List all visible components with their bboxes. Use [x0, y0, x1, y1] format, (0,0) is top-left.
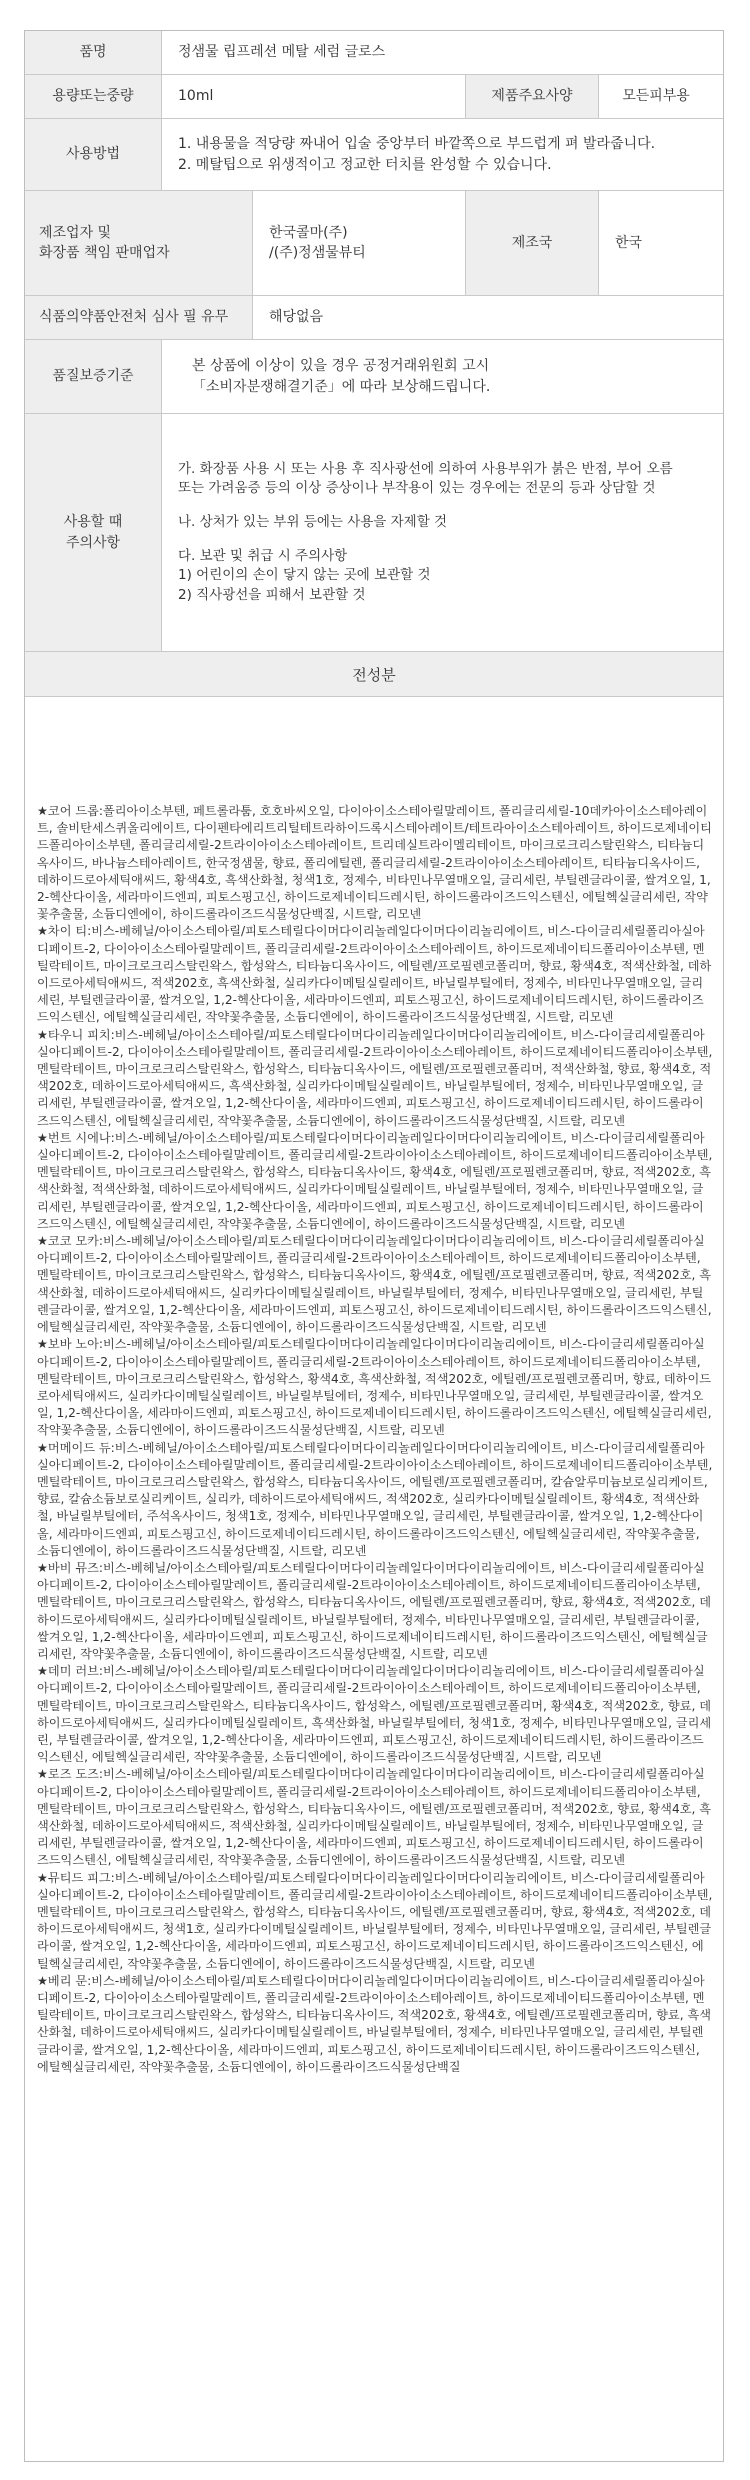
label-mfds-review: 식품의약품안전처 심사 필 유무	[25, 296, 253, 339]
caution-item-b: 나. 상처가 있는 부위 등에는 사용을 자제할 것	[178, 513, 448, 530]
row-quality-guarantee	[25, 340, 723, 414]
label-product-name: 품명	[25, 31, 162, 74]
row-caution	[25, 414, 723, 652]
value-capacity: 10ml	[178, 88, 214, 105]
value-quality-guarantee: 본 상품에 이상이 있을 경우 공정거래위원회 고시 「소비자분쟁해결기준」에 따라 보상해드립니다.	[192, 358, 491, 395]
caution-item-a: 가. 화장품 사용 시 또는 사용 후 직사광선에 의하여 사용부위가 붉은 반점, 부어 오름 또는 가려움증 등의 이상 증상이나 부작용이 있는 경우에는 전문의 등과 상담할 것	[178, 460, 673, 497]
value-caution	[162, 414, 723, 651]
row-manufacturer	[25, 191, 723, 296]
label-manufacturer: 제조업자 및 화장품 책임 판매업자	[25, 191, 253, 295]
ingredients-header: 전성분	[25, 652, 723, 697]
value-main-spec: 모든피부용	[622, 88, 690, 105]
row-product-name	[25, 31, 723, 75]
value-manufacturer: 한국콜마(주) /(주)정샘물뷰티	[269, 224, 366, 261]
label-usage: 사용방법	[25, 119, 162, 190]
row-mfds-review	[25, 296, 723, 340]
value-usage: 1. 내용물을 적당량 짜내어 입술 중앙부터 바깥쪽으로 부드럽게 펴 발라줍니다. 2. 메탈팁으로 위생적이고 정교한 터치를 완성할 수 있습니다.	[178, 136, 656, 173]
value-mfds-review: 해당없음	[269, 309, 324, 326]
value-product-name: 정샘물 립프레션 메탈 세럼 글로스	[178, 44, 386, 61]
label-capacity: 용량또는중량	[25, 75, 162, 118]
caution-item-c: 다. 보관 및 취급 시 주의사항 1) 어린이의 손이 닿지 않는 곳에 보관할 것 2) 직사광선을 피해서 보관할 것	[178, 547, 431, 603]
ingredients-list: ★코어 드롭:폴리아이소부텐, 페트롤라툼, 호호바씨오일, 다이아이소스테아릴말레이트, 폴리글리세릴-10데카아이소스테아레이트, 솔비탄세스퀴올리에이트, 다이펜타에리트리틸테트라하이드록시스테아레이트/테트라아이소스테아레이트, 하이드로제네이티드폴리아이소부텐, 폴리글리세릴-2트라이아이소스테아레이트, 트리데실트라이멜리테이트, 마이크로크리스탈린왁스, 티타늄디옥사이드, 바나늄스테아레이트, 한국정샘물, 향료, 폴리에틸렌, 폴리글리세릴-2트라이아이소스테아레이트, 티타늄디옥사이드, 데하이드로아세틱애씨드, 황색4호, 흑색산화철, 청색1호, 정제수, 비타민나무열매오일, 글리세린, 부틸렌글라이콜, 쌀겨오일, 1,2-헥산다이올, 세라마이드엔피, 피토스핑고신, 하이드로제네이티드레시틴, 하이드롤라이즈드익스텐신, 에틸헥실글리세린, 작약꽃추출물, 소듐디엔에이, 하이드롤라이즈드식물성단백질, 시트랄, 리모넨 ★차이 티:비스-베헤닐/아이소스테아릴/피토스테릴다이머다이리놀레일다이머다이리놀리에이트, 비스-다이글리세릴폴리아실아디페이트-2, 다이아이소스테아릴말레이트, 폴리글리세릴-2트라이아이소스테아레이트, 하이드로제네이티드폴리아이소부텐, 멘틸락테이트, 마이크로크리스탈린왁스, 합성왁스, 티타늄디옥사이드, 에틸렌/프로필렌코폴리머, 향료, 황색4호, 적색산화철, 데하이드로아세틱애씨드, 적색202호, 흑색산화철, 실리카다이메틸실릴레이트, 바닐릴부틸에터, 정제수, 비타민나무열매오일, 글리세린, 부틸렌글라이콜, 쌀겨오일, 1,2-헥산다이올, 세라마이드엔피, 피토스핑고신, 하이드로제네이티드레시틴, 하이드롤라이즈드익스텐신, 에틸헥실글리세린, 작약꽃추출물, 소듐디엔에이, 하이드롤라이즈드식물성단백질, 시트랄, 리모넨 ★타우니 피치:비스-베헤닐/아이소스테아릴/피토스테릴다이머다이리놀레일다이머다이리놀리에이트, 비스-다이글리세릴폴리아실아디페이트-2, 다이아이소스테아릴말레이트, 폴리글리세릴-2트라이아이소스테아레이트, 하이드로제네이티드폴리아이소부텐, 멘틸락테이트, 마이크로크리스탈린왁스, 합성왁스, 티타늄디옥사이드, 에틸렌/프로필렌코폴리머, 적색산화철, 향료, 황색4호, 적색202호, 데하이드로아세틱애씨드, 흑색산화철, 실리카다이메틸실릴레이트, 바닐릴부틸에터, 정제수, 비타민나무열매오일, 글리세린, 부틸렌글라이콜, 쌀겨오일, 1,2-헥산다이올, 세라마이드엔피, 피토스핑고신, 하이드로제네이티드레시틴, 하이드롤라이즈드익스텐신, 에틸헥실글리세린, 작약꽃추출물, 소듐디엔에이, 하이드롤라이즈드식물성단백질, 시트랄, 리모넨 ★번트 시에나:비스-베헤닐/아이소스테아릴/피토스테릴다이머다이리놀레일다이머다이리놀리에이트, 비스-다이글리세릴폴리아실아디페이트-2, 다이아이소스테아릴말레이트, 폴리글리세릴-2트라이아이소스테아레이트, 하이드로제네이티드폴리아이소부텐, 멘틸락테이트, 마이크로크리스탈린왁스, 합성왁스, 티타늄디옥사이드, 황색4호, 에틸렌/프로필렌코폴리머, 향료, 적색202호, 흑색산화철, 적색산화철, 데하이드로아세틱애씨드, 실리카다이메틸실릴레이트, 바닐릴부틸에터, 정제수, 비타민나무열매오일, 글리세린, 부틸렌글라이콜, 쌀겨오일, 1,2-헥산다이올, 세라마이드엔피, 피토스핑고신, 하이드로제네이티드레시틴, 하이드롤라이즈드익스텐신, 에틸헥실글리세린, 작약꽃추출물, 소듐디엔에이, 하이드롤라이즈드식물성단백질, 시트랄, 리모넨 ★코코 모카:비스-베헤닐/아이소스테아릴/피토스테릴다이머다이리놀레일다이머다이리놀리에이트, 비스-다이글리세릴폴리아실아디페이트-2, 다이아이소스테아릴말레이트, 폴리글리세릴-2트라이아이소스테아레이트, 하이드로제네이티드폴리아이소부텐, 멘틸락테이트, 마이크로크리스탈린왁스, 합성왁스, 티타늄디옥사이드, 황색4호, 에틸렌/프로필렌코폴리머, 향료, 적색202호, 흑색산화철, 데하이드로아세틱애씨드, 실리카다이메틸실릴레이트, 바닐릴부틸에터, 정제수, 비타민나무열매오일, 글리세린, 부틸렌글라이콜, 쌀겨오일, 1,2-헥산다이올, 세라마이드엔피, 피토스핑고신, 하이드로제네이티드레시틴, 하이드롤라이즈드익스텐신, 에틸헥실글리세린, 작약꽃추출물, 소듐디엔에이, 하이드롤라이즈드식물성단백질, 시트랄, 리모넨 ★보바 노아:비스-베헤닐/아이소스테아릴/피토스테릴다이머다이리놀레일다이머다이리놀리에이트, 비스-다이글리세릴폴리아실아디페이트-2, 다이아이소스테아릴말레이트, 폴리글리세릴-2트라이아이소스테아레이트, 하이드로제네이티드폴리아이소부텐, 멘틸락테이트, 마이크로크리스탈린왁스, 합성왁스, 황색4호, 흑색산화철, 적색202호, 에틸렌/프로필렌코폴리머, 향료, 데하이드로아세틱애씨드, 실리카다이메틸실릴레이트, 바닐릴부틸에터, 정제수, 비타민나무열매오일, 글리세린, 부틸렌글라이콜, 쌀겨오일, 1,2-헥산다이올, 세라마이드엔피, 피토스핑고신, 하이드로제네이티드레시틴, 하이드롤라이즈드익스텐신, 에틸헥실글리세린, 작약꽃추출물, 소듐디엔에이, 하이드롤라이즈드식물성단백질, 시트랄, 리모넨 ★머메이드 듀:비스-베헤닐/아이소스테아릴/피토스테릴다이머다이리놀레일다이머다이리놀리에이트, 비스-다이글리세릴폴리아실아디페이트-2, 다이아이소스테아릴말레이트, 폴리글리세릴-2트라이아이소스테아레이트, 하이드로제네이티드폴리아이소부텐, 멘틸락테이트, 마이크로크리스탈린왁스, 합성왁스, 티타늄디옥사이드, 에틸렌/프로필렌코폴리머, 칼슘알루미늄보로실리케이트, 향료, 칼슘소듐보로실리케이트, 실리카, 데하이드로아세틱애씨드, 적색202호, 실리카다이메틸실릴레이트, 황색4호, 적색산화철, 바닐릴부틸에터, 주석옥사이드, 청색1호, 정제수, 비타민나무열매오일, 글리세린, 부틸렌글라이콜, 쌀겨오일, 1,2-헥산다이올, 세라마이드엔피, 피토스핑고신, 하이드로제네이티드레시틴, 하이드롤라이즈드익스텐신, 에틸헥실글리세린, 작약꽃추출물, 소듐디엔에이, 하이드롤라이즈드식물성단백질, 시트랄, 리모넨 ★바비 뮤즈:비스-베헤닐/아이소스테아릴/피토스테릴다이머다이리놀레일다이머다이리놀리에이트, 비스-다이글리세릴폴리아실아디페이트-2, 다이아이소스테아릴말레이트, 폴리글리세릴-2트라이아이소스테아레이트, 하이드로제네이티드폴리아이소부텐, 멘틸락테이트, 마이크로크리스탈린왁스, 합성왁스, 티타늄디옥사이드, 에틸렌/프로필렌코폴리머, 향료, 황색4호, 적색202호, 데하이드로아세틱애씨드, 실리카다이메틸실릴레이트, 바닐릴부틸에터, 정제수, 비타민나무열매오일, 글리세린, 부틸렌글라이콜, 쌀겨오일, 1,2-헥산다이올, 세라마이드엔피, 피토스핑고신, 하이드로제네이티드레시틴, 하이드롤라이즈드익스텐신, 에틸헥실글리세린, 작약꽃추출물, 소듐디엔에이, 하이드롤라이즈드식물성단백질, 시트랄, 리모넨 ★데미 러브:비스-베헤닐/아이소스테아릴/피토스테릴다이머다이리놀레일다이머다이리놀리에이트, 비스-다이글리세릴폴리아실아디페이트-2, 다이아이소스테아릴말레이트, 폴리글리세릴-2트라이아이소스테아레이트, 하이드로제네이티드폴리아이소부텐, 멘틸락테이트, 마이크로크리스탈린왁스, 티타늄디옥사이드, 합성왁스, 에틸렌/프로필렌코폴리머, 황색4호, 적색202호, 향료, 데하이드로아세틱애씨드, 실리카다이메틸실릴레이트, 흑색산화철, 바닐릴부틸에터, 청색1호, 정제수, 비타민나무열매오일, 글리세린, 부틸렌글라이콜, 쌀겨오일, 1,2-헥산다이올, 세라마이드엔피, 피토스핑고신, 하이드로제네이티드레시틴, 하이드롤라이즈드익스텐신, 에틸헥실글리세린, 작약꽃추출물, 소듐디엔에이, 하이드롤라이즈드식물성단백질, 시트랄, 리모넨 ★로즈 도즈:비스-베헤닐/아이소스테아릴/피토스테릴다이머다이리놀레일다이머다이리놀리에이트, 비스-다이글리세릴폴리아실아디페이트-2, 다이아이소스테아릴말레이트, 폴리글리세릴-2트라이아이소스테아레이트, 하이드로제네이티드폴리아이소부텐, 멘틸락테이트, 마이크로크리스탈린왁스, 합성왁스, 티타늄디옥사이드, 에틸렌/프로필렌코폴리머, 적색202호, 향료, 황색4호, 흑색산화철, 데하이드로아세틱애씨드, 적색산화철, 실리카다이메틸실릴레이트, 바닐릴부틸에터, 정제수, 비타민나무열매오일, 글리세린, 부틸렌글라이콜, 쌀겨오일, 1,2-헥산다이올, 세라마이드엔피, 피토스핑고신, 하이드로제네이티드레시틴, 하이드롤라이즈드익스텐신, 에틸헥실글리세린, 작약꽃추출물, 소듐디엔에이, 하이드롤라이즈드식물성단백질, 시트랄, 리모넨 ★뮤티드 피그:비스-베헤닐/아이소스테아릴/피토스테릴다이머다이리놀레일다이머다이리놀리에이트, 비스-다이글리세릴폴리아실아디페이트-2, 다이아이소스테아릴말레이트, 폴리글리세릴-2트라이아이소스테아레이트, 하이드로제네이티드폴리아이소부텐, 멘틸락테이트, 마이크로크리스탈린왁스, 합성왁스, 티타늄디옥사이드, 에틸렌/프로필렌코폴리머, 향료, 황색4호, 적색202호, 데하이드로아세틱애씨드, 청색1호, 실리카다이메틸실릴레이트, 바닐릴부틸에터, 정제수, 비타민나무열매오일, 글리세린, 부틸렌글라이콜, 쌀겨오일, 1,2-헥산다이올, 세라마이드엔피, 피토스핑고신, 하이드로제네이티드레시틴, 하이드롤라이즈드익스텐신, 에틸헥실글리세린, 작약꽃추출물, 소듐디엔에이, 하이드롤라이즈드식물성단백질, 시트랄, 리모넨 ★베리 문:비스-베헤닐/아이소스테아릴/피토스테릴다이머다이리놀레일다이머다이리놀리에이트, 비스-다이글리세릴폴리아실아디페이트-2, 다이아이소스테아릴말레이트, 폴리글리세릴-2트라이아이소스테아레이트, 하이드로제네이티드폴리아이소부텐, 멘틸락테이트, 마이크로크리스탈린왁스, 합성왁스, 티타늄디옥사이드, 적색202호, 황색4호, 에틸렌/프로필렌코폴리머, 향료, 흑색산화철, 데하이드로아세틱애씨드, 실리카다이메틸실릴레이트, 바닐릴부틸에터, 정제수, 비타민나무열매오일, 글리세린, 부틸렌글라이콜, 쌀겨오일, 1,2-헥산다이올, 세라마이드엔피, 피토스핑고신, 하이드로제네이티드레시틴, 하이드롤라이즈드익스텐신, 에틸헥실글리세린, 작약꽃추출물, 소듐디엔에이, 하이드롤라이즈드식물성단백질	[37, 804, 713, 2074]
row-usage	[25, 119, 723, 191]
label-caution: 사용할 때 주의사항	[25, 414, 162, 651]
row-capacity	[25, 75, 723, 119]
label-country: 제조국	[465, 191, 599, 295]
label-main-spec: 제품주요사양	[465, 75, 599, 118]
value-country: 한국	[615, 234, 643, 251]
label-quality-guarantee: 품질보증기준	[25, 340, 162, 413]
product-info-table	[24, 30, 724, 2462]
